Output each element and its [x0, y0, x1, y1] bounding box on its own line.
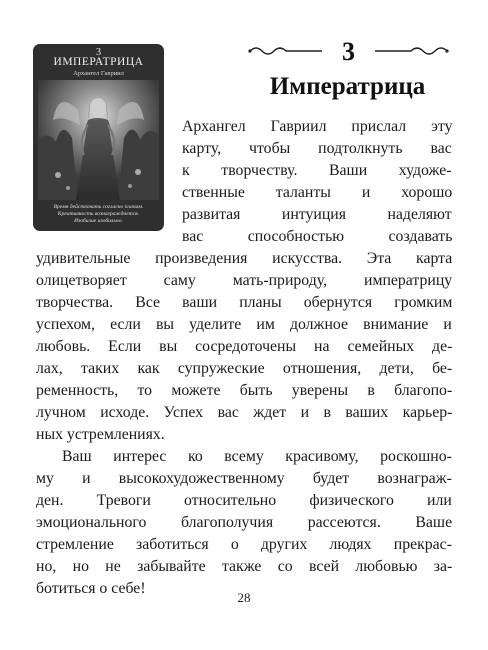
text-line: ременность, то можете быть уверены в благопо-	[36, 382, 453, 399]
card-subtitle: Архангел Гавриил	[73, 70, 124, 77]
text-line: развитая интуиция наделяют	[182, 206, 452, 223]
text-line: олицетворяет саму мать-природу, императрицу	[36, 272, 453, 289]
section-heading: Императрица	[269, 73, 426, 100]
card-caption-line: Время действовать согласно планам.	[53, 204, 144, 210]
oracle-card-image	[33, 44, 164, 231]
card-caption-line: Изобилие изобильно.	[74, 218, 123, 224]
text-line: вас способностью создавать	[182, 228, 453, 245]
text-line: лучном исходе. Успех вас ждет и в ваших карьер-	[36, 404, 453, 421]
text-line: ственные таланты и хорошо	[182, 184, 453, 201]
text-line: ных устремлениях.	[36, 426, 165, 443]
card-caption	[39, 204, 158, 225]
text-line: любовь. Если вы сосредоточены на семейных де-	[36, 338, 453, 355]
chapter-marker	[246, 37, 451, 66]
text-line: лах, таких как супружеские отношения, дети, бе-	[36, 360, 453, 377]
text-line: к творчеству. Ваши художе-	[182, 162, 452, 179]
card-number: 3	[96, 47, 101, 58]
card-artwork	[38, 80, 159, 200]
text-line: творчества. Все ваши планы обернутся громким	[36, 294, 453, 311]
text-line: эмоционального благополучия рассеются. Ваше	[36, 514, 453, 531]
right-ornament-icon	[371, 44, 451, 58]
text-line: ден. Тревоги относительно физического или	[36, 492, 452, 509]
text-line: му и высокохудожественному будет вознаграж-	[36, 470, 452, 487]
page-number: 28	[237, 590, 251, 605]
text-line: Ваш интерес ко всему красивому, роскошно-	[62, 448, 452, 465]
text-line: карту, чтобы подтолкнуть вас	[182, 140, 452, 157]
card-caption-line: Креативность вознаграждается.	[57, 211, 140, 217]
text-line: но, но не забывайте также со всей любовью за-	[36, 558, 453, 575]
text-line: ботиться о себе!	[36, 580, 146, 597]
text-line: стремление заботиться о других людях прекрас-	[36, 536, 452, 553]
text-line: Архангел Гавриил прислал эту	[182, 118, 453, 135]
text-line: успехом, если вы уделите им должное внимание и	[36, 316, 452, 333]
card-title: ИМПЕРАТРИЦА	[53, 56, 144, 68]
text-line: удивительные произведения искусства. Эта карта	[36, 250, 453, 267]
chapter-number: 3	[342, 37, 355, 66]
